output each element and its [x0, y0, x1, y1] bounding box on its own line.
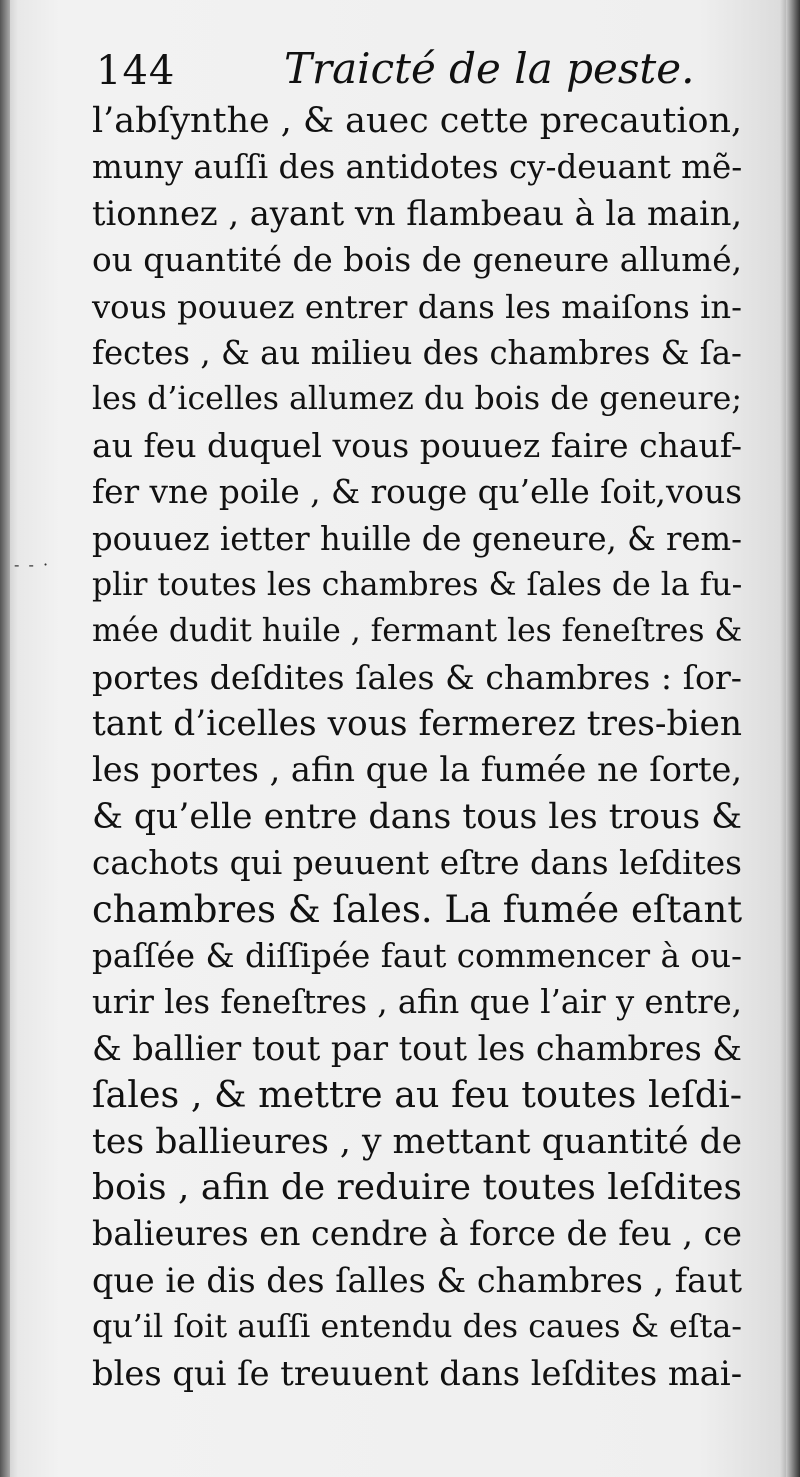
margin-mark: - - · — [14, 555, 51, 574]
text-line: urir les feneſtres , afin que l’air y entre, — [92, 983, 742, 1022]
text-line: & qu’elle entre dans tous les trous & — [92, 796, 742, 837]
text-line: qu’il ſoit auſſi entendu des caues & eſta- — [92, 1309, 742, 1346]
text-line: l’abſynthe , & auec cette precaution, — [92, 101, 743, 141]
text-line: que ie dis des ſalles & chambres , faut — [92, 1260, 742, 1300]
text-line: vous pouuez entrer dans les maiſons in- — [92, 287, 742, 326]
text-line: fer vne poile , & rouge qu’elle ſoit,vous — [92, 473, 742, 512]
text-line: muny auſſi des antidotes cy-deuant mẽ- — [92, 148, 743, 187]
text-line: pouuez ietter huille de geneure, & rem- — [92, 519, 742, 558]
text-line: cachots qui peuuent eſtre dans leſdites — [92, 844, 742, 883]
text-line: tes ballieures , y mettant quantité de — [92, 1121, 743, 1162]
text-line: tionnez , ayant vn flambeau à la main, — [92, 193, 743, 233]
page-number: 144 — [96, 48, 176, 94]
text-line: plir toutes les chambres & ſales de la fu- — [92, 566, 743, 603]
running-head — [92, 42, 732, 98]
text-line: tant d’icelles vous fermerez tres-bien — [92, 704, 742, 745]
body-text — [92, 98, 742, 1397]
page-edge-shadow — [786, 0, 800, 1477]
text-line: portes deſdites ſales & chambres : ſor- — [92, 657, 742, 697]
text-line: fectes , & au milieu des chambres & ſa- — [92, 333, 742, 372]
text-line: bles qui ſe treuuent dans leſdites mai- — [92, 1353, 743, 1393]
text-line: chambres & ſales. La fumée eſtant — [92, 887, 743, 931]
text-line: ſales , & mettre au feu toutes leſdi- — [92, 1073, 743, 1117]
text-line: bois , afin de reduire toutes leſdites — [92, 1166, 742, 1208]
text-line: ou quantité de bois de geneure allumé, — [92, 241, 742, 280]
text-line: balieures en cendre à force de feu , ce — [92, 1214, 743, 1254]
text-line: & ballier tout par tout les chambres & — [92, 1028, 742, 1068]
page-gutter-shadow — [0, 0, 10, 1477]
running-title: Traicté de la peste. — [284, 44, 695, 93]
text-line: les d’icelles allumez du bois de geneure; — [92, 381, 742, 418]
text-line: au feu duquel vous pouuez faire chauf- — [92, 425, 743, 465]
text-line: les portes , afin que la fumée ne ſorte, — [92, 750, 742, 790]
text-line: paſſée & diſſipée faut commencer à ou- — [92, 937, 742, 976]
text-line: mée dudit huile , fermant les feneſtres & — [92, 613, 743, 650]
